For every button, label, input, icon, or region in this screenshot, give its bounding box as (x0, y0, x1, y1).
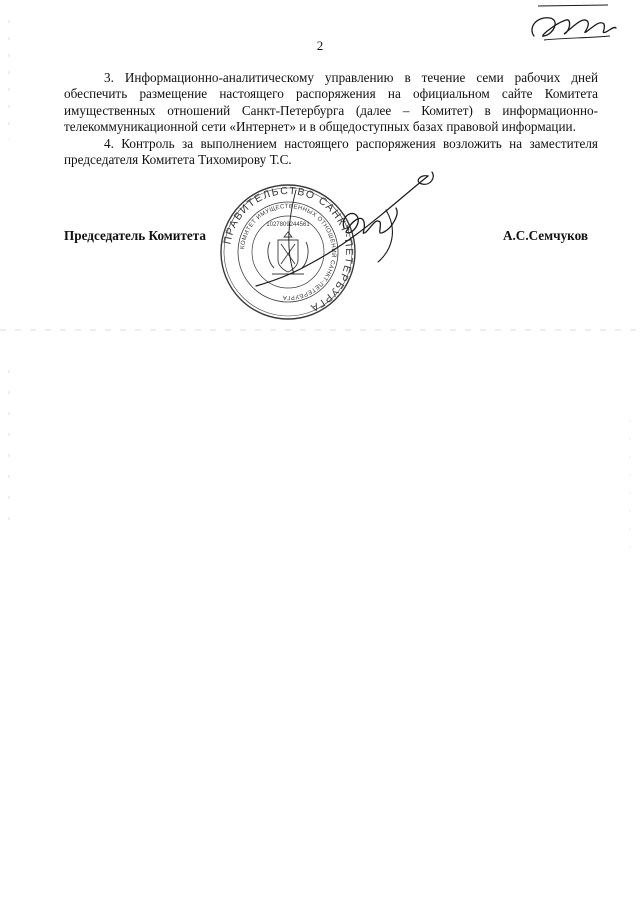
page-number: 2 (316, 38, 324, 53)
seal-outer-text: ПРАВИТЕЛЬСТВО САНКТ-ПЕТЕРБУРГА (221, 184, 356, 315)
document-body (64, 70, 598, 168)
signatory-title: Председатель Комитета (64, 228, 206, 243)
seal-number: 1027809244561 (266, 222, 310, 228)
seal-inner-text: КОМИТЕТ ИМУЩЕСТВЕННЫХ ОТНОШЕНИЙ САНКТ-ПЕТЕРБУРГА (240, 203, 337, 301)
paragraph-4: 4. Контроль за выполнением настоящего распоряжения возложить на заместителя председателя Комитета Тихомирову Т.С. (64, 135, 598, 168)
signature-block (64, 228, 588, 248)
paragraph-3: 3. Информационно-аналитическому управлению в течение семи рабочих дней обеспечить размещение настоящего распоряжения на официальном сайте Комитета имущественных отношений Санкт-Петербурга (далее – Комитет) в информационно-телекоммуникационной сети «Интернет» и в общедоступных базах правовой информации. (64, 70, 598, 135)
signatory-name: А.С.Семчуков (502, 228, 588, 243)
